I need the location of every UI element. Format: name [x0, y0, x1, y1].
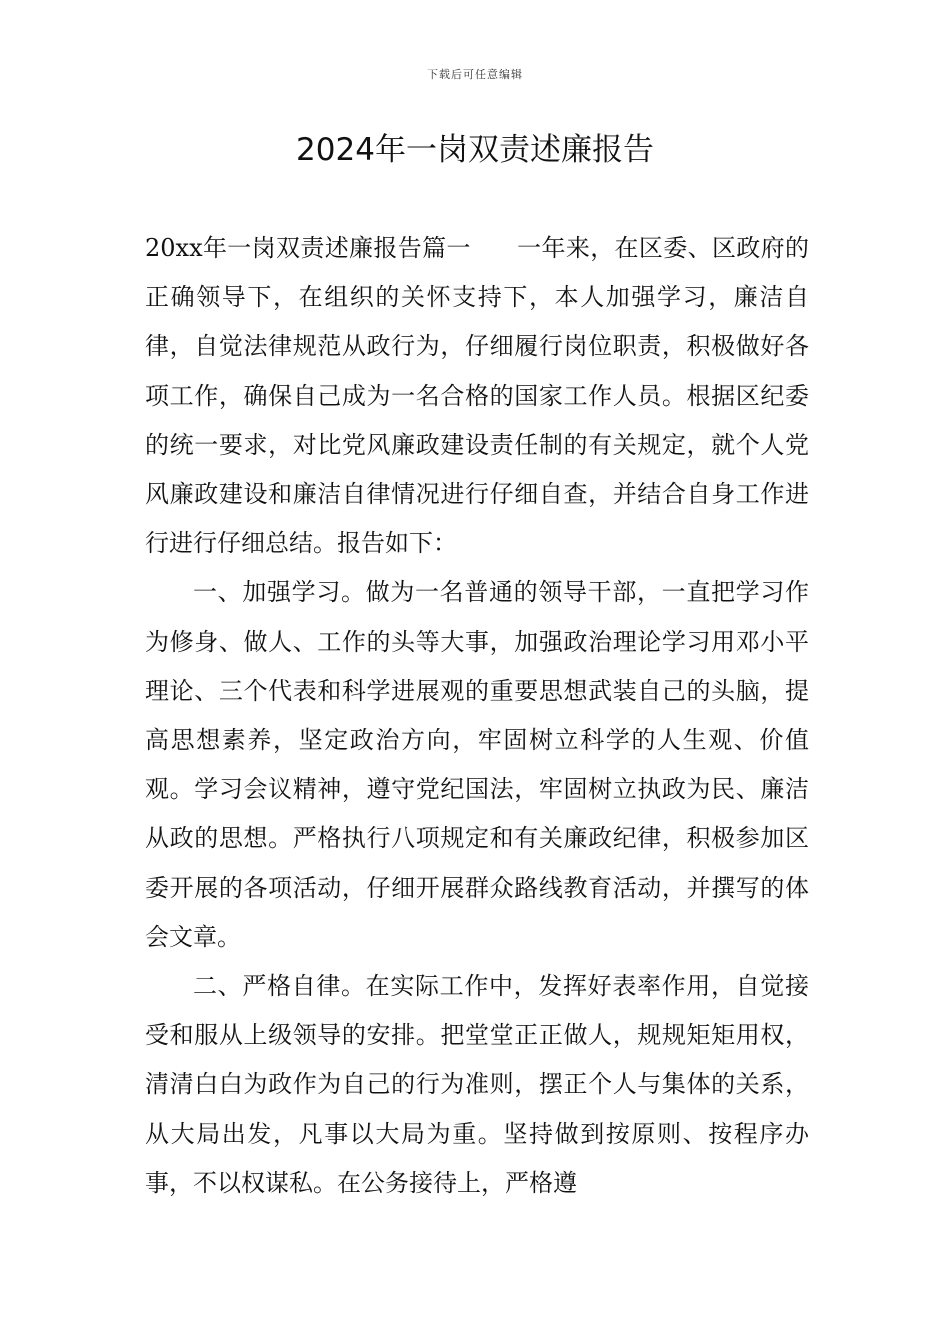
paragraph-study: 一、加强学习。做为一名普通的领导干部，一直把学习作为修身、做人、工作的头等大事，加强政治理论学习用邓小平理论、三个代表和科学进展观的重要思想武装自己的头脑，提高思想素养，坚定政治方向，牢固树立科学的人生观、价值观。学习会议精神，遵守党纪国法，牢固树立执政为民、廉洁从政的思想。严格执行八项规定和有关廉政纪律，积极参加区委开展的各项活动，仔细开展群众路线教育活动，并撰写的体会文章。 — [145, 578, 809, 951]
document-body — [145, 224, 809, 1208]
document-title: 2024年一岗双责述廉报告 — [296, 132, 654, 168]
paragraph-self-discipline: 二、严格自律。在实际工作中，发挥好表率作用，自觉接受和服从上级领导的安排。把堂堂正正做人，规规矩矩用权，清清白白为政作为自己的行为准则，摆正个人与集体的关系，从大局出发，凡事以大局为重。坚持做到按原则、按程序办事，不以权谋私。在公务接待上，严格遵 — [145, 972, 809, 1197]
header-note: 下载后可任意编辑 — [427, 68, 523, 81]
paragraph-intro-heading: 20xx年一岗双责述廉报告篇一 — [145, 234, 471, 262]
paragraph-intro-text: 一年来，在区委、区政府的正确领导下，在组织的关怀支持下，本人加强学习，廉洁自律，自觉法律规范从政行为，仔细履行岗位职责，积极做好各项工作，确保自己成为一名合格的国家工作人员。根据区纪委的统一要求，对比党风廉政建设责任制的有关规定，就个人党风廉政建设和廉洁自律情况进行仔细自查，并结合自身工作进行进行仔细总结。报告如下： — [145, 234, 810, 558]
paragraph-intro — [145, 224, 809, 568]
